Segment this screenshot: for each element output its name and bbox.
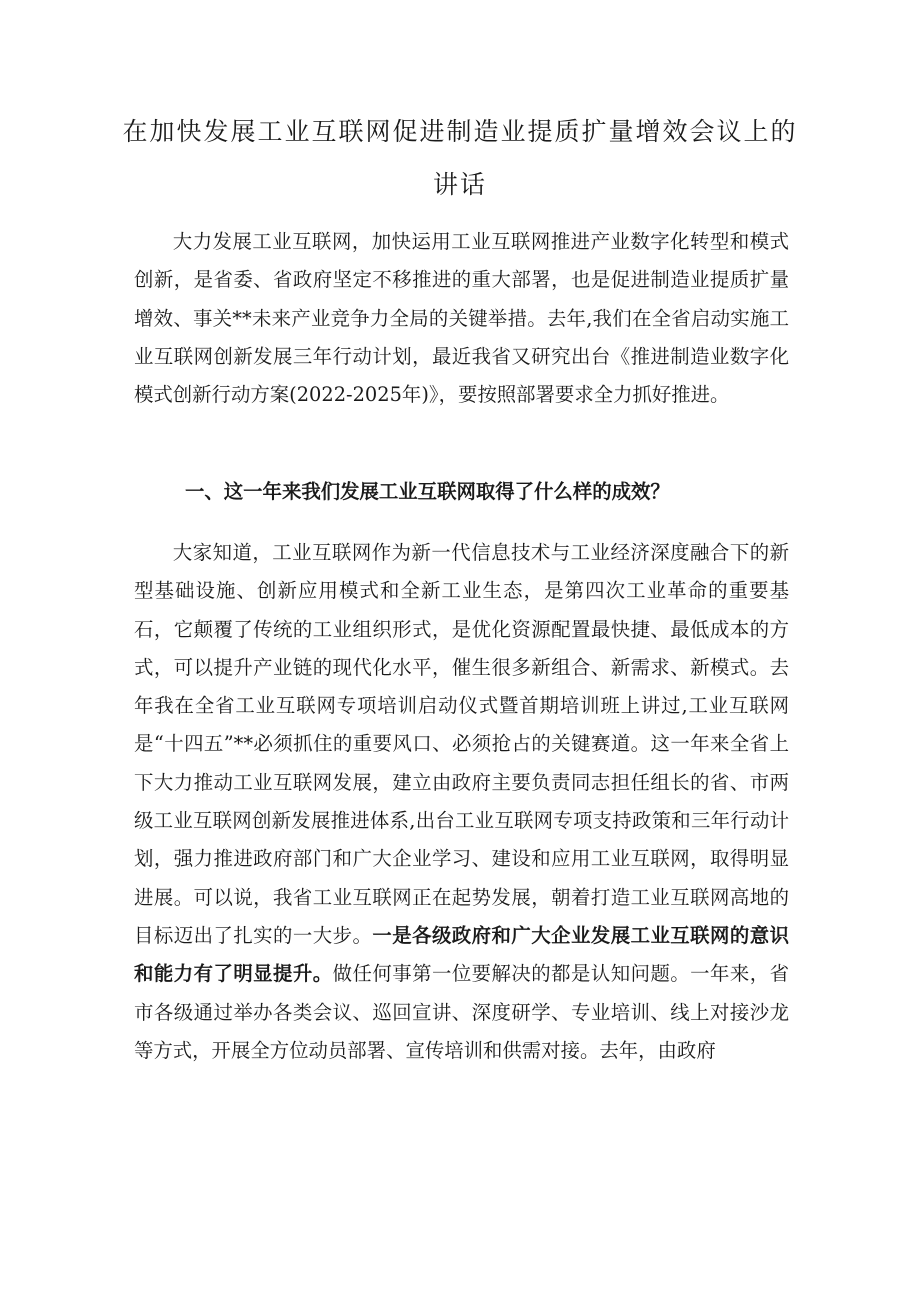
section-heading-1: 一、这一年来我们发展工业互联网取得了什么样的成效？ — [185, 480, 670, 503]
paragraph-achievements — [134, 534, 789, 1279]
document-title-line1: 在加快发展工业互联网促进制造业提质扩量增效会议上的 — [122, 117, 798, 146]
document-title-line2: 讲话 — [432, 170, 487, 199]
paragraph-achievements-end: 做任何事第一位要解决的都是认知问题。一年来，省市各级通过举办各类会议、巡回宣讲、深度研学、专业培训、线上对接沙龙等方式，开展全方位动员部署、宣传培训和供需对接。去年，由政府 — [134, 962, 789, 1062]
paragraph-intro: 大力发展工业互联网，加快运用工业互联网推进产业数字化转型和模式创新，是省委、省政府坚定不移推进的重大部署，也是促进制造业提质扩量增效、事关**未来产业竞争力全局的关键举措。去年,我们在全省启动实施工业互联网创新发展三年行动计划，最近我省又研究出台《推进制造业数字化模式创新行动方案(2022-2025年)》，要按照部署要求全力抓好推进。 — [134, 230, 789, 407]
paragraph-achievements-start: 大家知道，工业互联网作为新一代信息技术与工业经济深度融合下的新型基础设施、创新应用模式和全新工业生态，是第四次工业革命的重要基石，它颠覆了传统的工业组织形式，是优化资源配置最快捷、最低成本的方式，可以提升产业链的现代化水平，催生很多新组合、新需求、新模式。去年我在全省工业互联网专项培训启动仪式暨首期培训班上讲过,工业互联网是“十四五”**必须抓住的重要风口、必须抢占的关键赛道。这一年来全省上下大力推动工业互联网发展，建立由政府主要负责同志担任组长的省、市两级工业互联网创新发展推进体系,出台工业互联网专项支持政策和三年行动计划，强力推进政府部门和广大企业学习、建设和应用工业互联网，取得明显进展。可以说，我省工业互联网正在起势发展，朝着打造工业互联网高地的目标迈出了扎实的一大步。 — [134, 541, 789, 947]
paragraph-achievements-bold: 一是各级政府和广大企业发展工业互联网的意识和能力有了明显提升。 — [134, 923, 789, 986]
